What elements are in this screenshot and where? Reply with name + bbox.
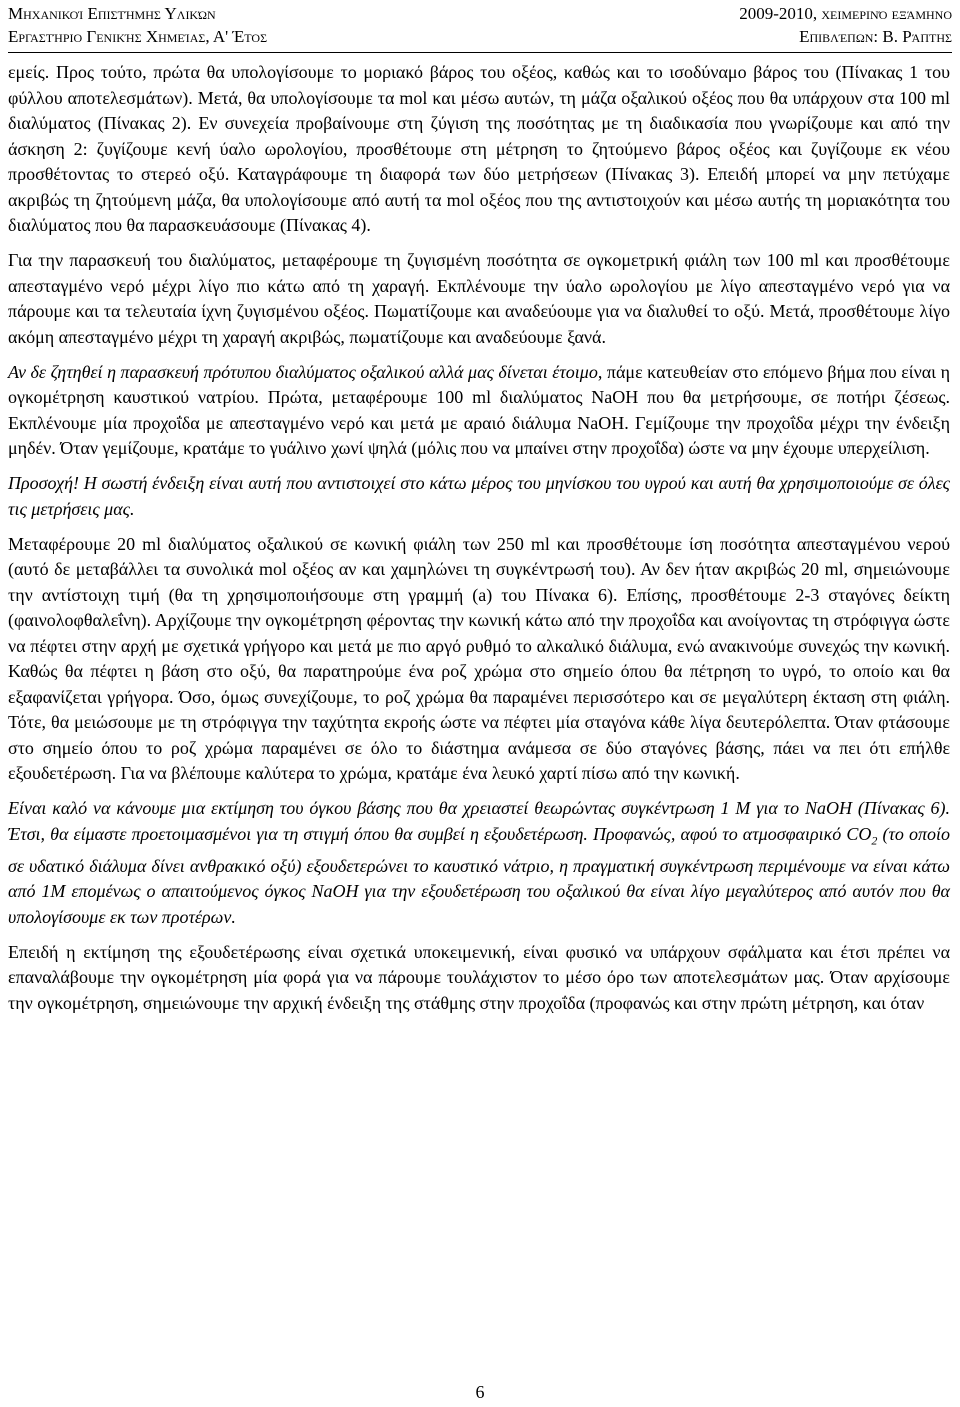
lab-title: Εργαστήριο Γενικής Χημείας, Α' Έτος: [8, 27, 268, 46]
page-number: 6: [475, 1382, 485, 1402]
document-body: [8, 60, 950, 1026]
paragraph-6-part-b: (το οποίο σε υδατικό διάλυμα δίνει ανθρακικό οξύ) εξουδετερώνει το καυστικό νάτριο, η πραγματική συγκέντρωση περιμένουμε να είναι κάτω από 1M επομένως ο απαιτούμενος όγκος NaOH για την εξουδετέρωση του οξαλικού θα είναι λίγο μεγαλύτερος από αυτόν που θα υπολογίσουμε εκ των προτέρων.: [8, 823, 950, 927]
paragraph-7: Επειδή η εκτίμηση της εξουδετέρωσης είναι σχετικά υποκειμενική, είναι φυσικό να υπάρχουν σφάλματα και έτσι πρέπει να επαναλάβουμε την ογκομέτρηση μία φορά για να πάρουμε τουλάχιστον το μέσο όρο των αποτελεσμάτων μας. Όταν αρχίσουμε την ογκομέτρηση, σημειώνουμε την αρχική ένδειξη της στάθμης στην προχοΐδα (προφανώς και στην πρώτη μέτρηση, και όταν: [8, 941, 950, 1013]
paragraph-2: Για την παρασκευή του διαλύματος, μεταφέρουμε τη ζυγισμένη ποσότητα σε ογκομετρική φιάλη των 100 ml και προσθέτουμε απεσταγμένο νερό μέχρι λίγο πιο κάτω από τη χαραγή. Εκπλένουμε την ύαλο ωρολογίου με λίγο απεσταγμένο νερό για να πάρουμε και τα τελευταία ίχνη ζυγισμένου οξέος. Πωματίζουμε και αναδεύουμε για να διαλυθεί το οξύ. Μετά, προσθέτουμε λίγο ακόμη απεσταγμένο μέχρι τη χαραγή ακριβώς, πωματίζουμε και αναδεύουμε ξανά.: [8, 250, 950, 347]
paragraph-3-italic: Αν δε ζητηθεί η παρασκευή πρότυπου διαλύματος οξαλικού αλλά μας δίνεται έτοιμο: [8, 361, 598, 382]
paragraph-3-rest: , πάμε κατευθείαν στο επόμενο βήμα που είναι η ογκομέτρηση καυστικού νατρίου. Πρώτα, μεταφέρουμε 100 ml διαλύματος NaOH που θα μετρήσουμε, σε ποτήρι ζέσεως. Εκπλένουμε μία προχοΐδα με απεσταγμένο νερό και μετά με αραιό διάλυμα NaOH. Γεμίζουμε την προχοΐδα μέχρι την ένδειξη μηδέν. Όταν γεμίζουμε, κρατάμε το γυάλινο χωνί ψηλά (μόλις που να μπαίνει στην προχοΐδα) ώστε να μην έχουμε υπερχείλιση.: [8, 361, 950, 458]
paragraph-4-warning: Προσοχή! Η σωστή ένδειξη είναι αυτή που αντιστοιχεί στο κάτω μέρος του μηνίσκου του υγρού και αυτή θα χρησιμοποιούμε σε όλες τις μετρήσεις μας.: [8, 473, 950, 519]
co2-subscript: 2: [871, 833, 878, 848]
paragraph-1: εμείς. Προς τούτο, πρώτα θα υπολογίσουμε το μοριακό βάρος του οξέος, καθώς και το ισοδύναμο βάρος του (Πίνακας 1 του φύλλου αποτελεσμάτων). Μετά, θα υπολογίσουμε τα mol και μέσω αυτών, τη μάζα οξαλικού οξέος που θα υπάρχουν στα 100 ml διαλύματος (Πίνακας 2). Εν συνεχεία προβαίνουμε στη ζύγιση της ποσότητας με τη διαδικασία που γνωρίζουμε και από την άσκηση 2: ζυγίζουμε κενή ύαλο ωρολογίου, προσθέτουμε στη μέτρηση το ζητούμενο βάρος οξέος και ζυγίζουμε εκ νέου προσθέτοντας το στερεό οξύ. Καταγράφουμε τη διαφορά των δύο μετρήσεων (Πίνακας 3). Επειδή μπορεί να μην πετύχαμε ακριβώς τη ζητούμενη μάζα, θα υπολογίσουμε από αυτή τα mol οξέος που της αντιστοιχούν και μέσω αυτής τη μοριακότητα του διαλύματος που θα παρασκευάσουμε (Πίνακας 4).: [8, 62, 950, 235]
page-header: [8, 0, 952, 53]
paragraph-6: [8, 796, 950, 930]
paragraph-6-part-a: Είναι καλό να κάνουμε μια εκτίμηση του όγκου βάσης που θα χρειαστεί θεωρώντας συγκέντρωση 1 M για το NaOH (Πίνακας 6). Έτσι, θα είμαστε προετοιμασμένοι για τη στιγμή όπου θα συμβεί η εξουδετέρωση. Προφανώς, αφού το ατμοσφαιρικό CO: [8, 798, 950, 844]
supervisor: Επιβλέπων: Β. Ράπτης: [799, 27, 952, 46]
paragraph-5: Μεταφέρουμε 20 ml διαλύματος οξαλικού σε κωνική φιάλη των 250 ml και προσθέτουμε ίση ποσότητα απεσταγμένου νερού (αυτό δε μεταβάλλει τα συνολικά mol οξέος αν και χαμηλώνει τη συγκέντρωσή του). Αν δεν ήταν ακριβώς 20 ml, σημειώνουμε την αντίστοιχη τιμή (θα τη χρησιμοποιήσουμε στη γραμμή (a) του Πίνακα 6). Επίσης, προσθέτουμε 2-3 σταγόνες δείκτη (φαινολοφθαλεΐνη). Αρχίζουμε την ογκομέτρηση φέροντας την κωνική κάτω από την προχοΐδα και ανοίγοντας τη στρόφιγγα ώστε να πέφτει στην αρχή με σχετικά γρήγορο και μετά με πιο αργό ρυθμό το αλκαλικό διάλυμα, ενώ ανακινούμε συνεχώς την κωνική. Καθώς θα πέφτει η βάση στο οξύ, θα παρατηρούμε ένα ροζ χρώμα στο σημείο όπου θα πέτρηση το υγρό, το οποίο και θα εξαφανίζεται γρήγορα. Όσο, όμως συνεχίζουμε, το ροζ χρώμα θα παραμένει περισσότερο και σε μεγαλύτερη έκταση στη φιάλη. Τότε, θα μειώσουμε με τη στρόφιγγα την ταχύτητα εκροής ώστε να πέφτει μία σταγόνα κάθε λίγα δευτερόλεπτα. Όταν φτάσουμε στο σημείο όπου το ροζ χρώμα παραμένει σε όλο το διάστημα ανάμεσα σε δύο σταγόνες βάσης, πάει να πει ότι επήλθε εξουδετέρωση. Για να βλέπουμε καλύτερα το χρώμα, κρατάμε ένα λευκό χαρτί πίσω από την κωνική.: [8, 533, 950, 783]
paragraph-3: [8, 360, 950, 462]
semester: 2009-2010, χειμερινό εξάμηνο: [739, 4, 952, 23]
course-title: Μηχανικοί Επιστήμης Υλικών: [8, 4, 216, 23]
